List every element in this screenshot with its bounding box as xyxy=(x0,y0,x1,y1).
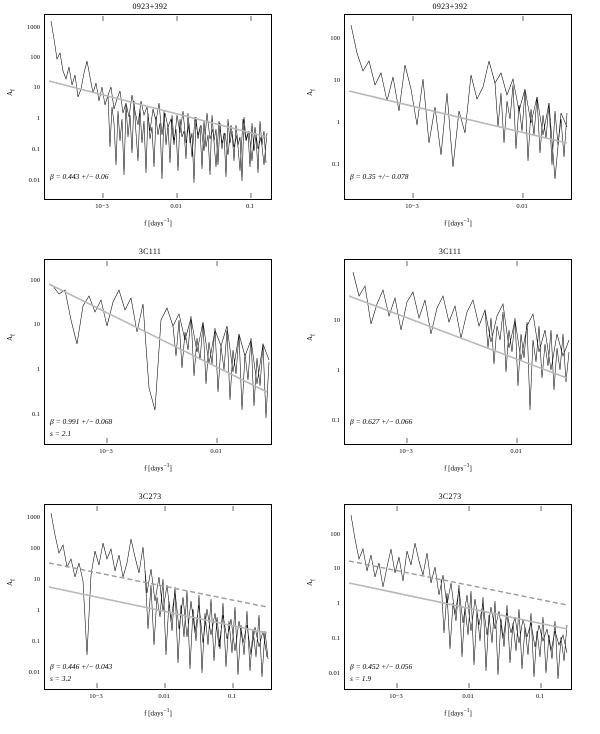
y-tick-label: 100 xyxy=(30,54,40,61)
beta-annotation: β = 0.446 +/− 0.043 xyxy=(50,662,113,671)
y-axis-label: $A_f$ xyxy=(6,333,17,341)
chart-panel-1 xyxy=(0,0,300,245)
power-spectrum-noise xyxy=(495,83,567,165)
y-tick-label: 10 xyxy=(333,565,340,572)
panel-title: 3C273 xyxy=(138,492,162,501)
secondary-fit-line xyxy=(49,563,267,607)
beta-annotation: β = 0.627 +/− 0.066 xyxy=(350,417,413,426)
x-tick-label: 0.01 xyxy=(462,693,474,700)
y-tick-label: 1 xyxy=(36,366,40,373)
y-axis-label: $A_f$ xyxy=(306,88,317,96)
y-tick-label: 0.1 xyxy=(331,417,340,424)
y-tick-label: 0.1 xyxy=(31,411,40,418)
panel-title: 0923+392 xyxy=(432,2,468,11)
power-spectrum-trace xyxy=(53,286,269,410)
x-tick-label: 10−3 xyxy=(405,203,419,210)
power-law-fit-line xyxy=(349,583,567,629)
axis-ticks xyxy=(103,16,251,198)
x-axis-label: f [days$^{-1}$] xyxy=(444,708,472,718)
power-law-fit-line xyxy=(349,296,567,378)
y-tick-label: 1 xyxy=(36,115,40,122)
x-axis-label: f [days$^{-1}$] xyxy=(144,463,172,473)
beta-annotation: β = 0.452 +/− 0.056 xyxy=(350,662,413,671)
y-tick-label: 0.1 xyxy=(31,638,40,645)
x-axis-label: f [days$^{-1}$] xyxy=(144,218,172,228)
x-tick-label: 0.01 xyxy=(210,448,222,455)
power-law-fit-line xyxy=(49,587,267,633)
y-axis-label: $A_f$ xyxy=(306,333,317,341)
y-tick-label: 0.1 xyxy=(331,161,340,168)
y-tick-label: 100 xyxy=(330,531,340,538)
y-tick-label: 0.01 xyxy=(28,669,40,676)
s-annotation: s = 3.2 xyxy=(50,674,72,683)
panel-title: 0923+392 xyxy=(132,2,168,11)
y-tick-label: 100 xyxy=(30,545,40,552)
y-tick-label: 1 xyxy=(36,607,40,614)
x-tick-label: 0.1 xyxy=(245,203,255,210)
panel-title: 3C111 xyxy=(138,247,162,256)
y-axis-label: $A_f$ xyxy=(6,88,17,96)
power-spectrum-noise xyxy=(145,571,268,677)
power-law-fit-line xyxy=(49,284,267,392)
panel-title: 3C111 xyxy=(438,247,462,256)
beta-annotation: β = 0.443 +/− 0.06 xyxy=(50,172,109,181)
chart-panel-4 xyxy=(300,245,600,490)
y-tick-label: 0.01 xyxy=(28,177,40,184)
y-axis-label: $A_f$ xyxy=(6,578,17,586)
x-tick-label: 10−3 xyxy=(89,693,103,700)
y-tick-label: 10 xyxy=(33,321,40,328)
beta-annotation: β = 0.991 +/− 0.068 xyxy=(50,417,113,426)
panel-title: 3C273 xyxy=(438,492,462,501)
y-tick-label: 1 xyxy=(336,119,340,126)
beta-annotation: β = 0.35 +/− 0.078 xyxy=(350,172,409,181)
power-law-fit-line xyxy=(49,81,267,137)
chart-panel-5 xyxy=(0,490,300,734)
y-tick-label: 100 xyxy=(30,277,40,284)
power-spectrum-noise xyxy=(108,95,266,183)
x-axis-label: f [days$^{-1}$] xyxy=(444,463,472,473)
x-tick-label: 10−3 xyxy=(399,448,413,455)
x-tick-label: 0.01 xyxy=(158,693,170,700)
power-spectrum-noise xyxy=(485,310,569,410)
y-tick-label: 1000 xyxy=(27,24,40,31)
y-tick-label: 0.01 xyxy=(328,670,340,677)
y-tick-label: 1000 xyxy=(27,514,40,521)
axis-ticks xyxy=(407,261,517,443)
s-annotation: s = 2.1 xyxy=(50,429,72,438)
x-tick-label: 0.1 xyxy=(227,693,237,700)
x-tick-label: 0.01 xyxy=(170,203,182,210)
y-tick-label: 100 xyxy=(330,35,340,42)
x-tick-label: 0.01 xyxy=(510,448,522,455)
y-tick-label: 0.1 xyxy=(331,635,340,642)
x-axis-label: f [days$^{-1}$] xyxy=(144,708,172,718)
y-tick-label: 1 xyxy=(336,600,340,607)
y-tick-label: 10 xyxy=(33,84,40,91)
chart-panel-6 xyxy=(300,490,600,734)
power-spectrum-noise xyxy=(441,579,567,679)
chart-panel-3 xyxy=(0,245,300,490)
x-tick-label: 0.01 xyxy=(516,203,528,210)
x-tick-label: 10−3 xyxy=(389,693,403,700)
y-axis-label: $A_f$ xyxy=(306,578,317,586)
y-tick-label: 10 xyxy=(333,317,340,324)
y-tick-label: 1 xyxy=(336,367,340,374)
chart-panel-2 xyxy=(300,0,600,245)
y-tick-label: 10 xyxy=(333,77,340,84)
y-tick-label: 10 xyxy=(33,576,40,583)
power-spectrum-trace xyxy=(351,25,567,179)
y-tick-label: 0.1 xyxy=(31,146,40,153)
x-tick-label: 0.1 xyxy=(535,693,545,700)
power-law-fit-line xyxy=(349,91,567,143)
x-tick-label: 10−3 xyxy=(99,448,113,455)
x-axis-label: f [days$^{-1}$] xyxy=(444,218,472,228)
s-annotation: s = 1.9 xyxy=(350,674,372,683)
x-tick-label: 10−3 xyxy=(95,203,109,210)
power-spectrum-trace xyxy=(351,515,567,653)
